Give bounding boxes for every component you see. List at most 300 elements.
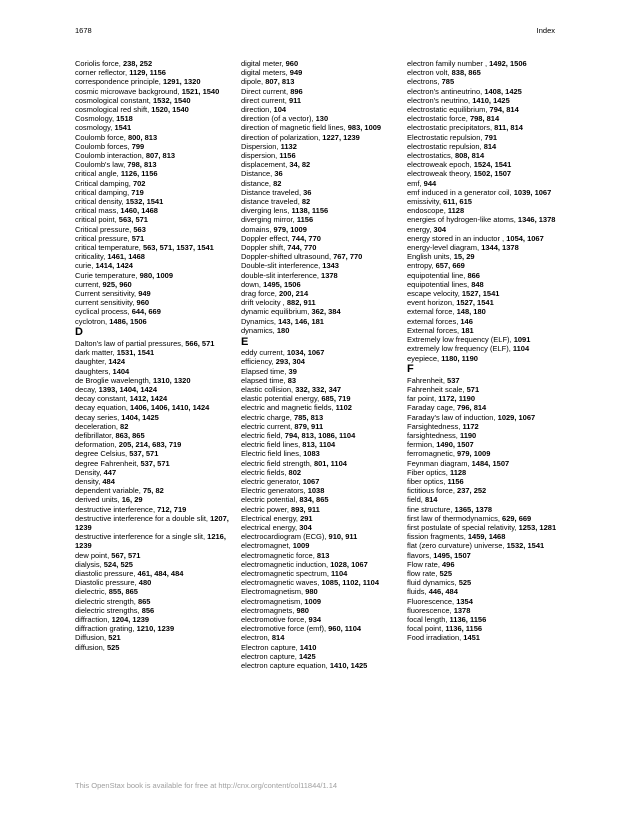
index-entry: [407, 133, 565, 142]
entry-term: dynamics,: [241, 325, 277, 335]
entry-pages: 1091: [513, 335, 531, 345]
entry-term: Electric field lines,: [241, 449, 304, 459]
index-entry: [407, 459, 565, 468]
entry-term: diffraction grating,: [75, 624, 137, 634]
index-entry: [75, 160, 233, 169]
index-entry: [75, 587, 233, 596]
index-entry: [407, 142, 565, 151]
entry-pages: 1365, 1378: [454, 504, 493, 514]
entry-pages: 1039, 1067: [513, 187, 552, 197]
entry-pages: 1527, 1541: [461, 289, 500, 299]
entry-term: entropy,: [407, 261, 436, 271]
entry-term: escape velocity,: [407, 289, 462, 299]
index-entry: [75, 169, 233, 178]
section-letter: F: [407, 363, 414, 376]
index-entry: [75, 551, 233, 560]
entry-pages: 567, 571: [111, 550, 141, 560]
entry-term: derived units,: [75, 495, 122, 505]
entry-pages: 1156: [447, 476, 464, 486]
entry-pages: 1521, 1540: [181, 86, 220, 96]
entry-term: electromagnetic induction,: [241, 559, 331, 569]
entry-term: destructive interference for a single slit,: [75, 532, 208, 542]
entry-pages: 1038: [307, 486, 325, 496]
index-entry: [407, 431, 565, 440]
entry-pages: 563, 571: [118, 215, 148, 225]
entry-term: electron family number ,: [407, 59, 490, 68]
index-entry: [407, 569, 565, 578]
entry-pages: 130: [315, 114, 329, 124]
entry-term: far point,: [407, 394, 439, 404]
entry-pages: 1172: [462, 421, 479, 431]
entry-pages: 1414, 1424: [95, 261, 133, 271]
entry-pages: 146: [460, 316, 473, 326]
entry-term: critical pressure,: [75, 233, 132, 243]
entry-pages: 629, 669: [502, 513, 532, 523]
index-entry: [75, 606, 233, 615]
entry-pages: 447: [103, 467, 117, 477]
entry-pages: 785, 813: [293, 412, 324, 422]
index-entry: [407, 261, 565, 270]
entry-term: de Broglie wavelength,: [75, 375, 153, 385]
entry-pages: 566, 571: [185, 338, 215, 348]
entry-term: electric field lines,: [241, 440, 303, 450]
index-entry: [241, 523, 399, 532]
entry-term: fluids,: [407, 587, 429, 597]
entry-pages: 1009: [292, 541, 310, 551]
entry-term: energy stored in an inductor ,: [407, 233, 507, 243]
entry-pages: 39: [288, 366, 297, 376]
entry-term: Coulomb interaction,: [75, 151, 146, 161]
entry-term: down,: [241, 279, 264, 289]
entry-term: external forces,: [407, 316, 461, 326]
index-entry: [241, 486, 399, 495]
entry-term: drift velocity ,: [241, 298, 287, 308]
entry-pages: 813, 1104: [302, 440, 336, 450]
entry-pages: 834, 865: [299, 495, 329, 505]
index-entry: [407, 385, 565, 394]
entry-pages: 1502, 1507: [473, 169, 512, 179]
entry-term: direction (of a vector),: [241, 114, 316, 124]
index-entry: [241, 643, 399, 652]
entry-term: emf,: [407, 178, 424, 188]
entry-term: eyepiece,: [407, 353, 442, 363]
entry-pages: 1404, 1425: [121, 412, 159, 422]
entry-term: daughters,: [75, 366, 113, 376]
entry-term: electrostatic equilibrium,: [407, 105, 490, 115]
entry-term: electric field,: [241, 430, 285, 440]
entry-pages: 1253, 1281: [518, 522, 557, 532]
index-entry: [241, 394, 399, 403]
index-entry: [407, 354, 565, 363]
index-entry: [407, 307, 565, 316]
entry-pages: 537, 571: [140, 458, 170, 468]
entry-pages: 1054, 1067: [506, 233, 544, 243]
index-entry: [241, 179, 399, 188]
index-entry: [75, 123, 233, 132]
entry-term: Direct current,: [241, 86, 291, 96]
index-entry: [75, 280, 233, 289]
entry-term: first law of thermodynamics,: [407, 513, 503, 523]
index-entry: [75, 367, 233, 376]
index-entry: [407, 96, 565, 105]
index-entry: [407, 440, 565, 449]
index-entry: [241, 87, 399, 96]
index-entry: [75, 385, 233, 394]
entry-pages: 237, 252: [457, 486, 487, 496]
entry-pages: 143, 146, 181: [278, 316, 324, 326]
entry-pages: 36: [274, 169, 283, 179]
entry-term: deceleration,: [75, 421, 121, 431]
entry-pages: 1034, 1067: [286, 348, 325, 358]
index-entry: [75, 615, 233, 624]
index-entry: [407, 215, 565, 224]
index-entry: [75, 560, 233, 569]
entry-pages: 910, 911: [328, 532, 358, 542]
entry-term: electromagnetic spectrum,: [241, 568, 332, 578]
index-entry: [407, 169, 565, 178]
entry-term: electroweak epoch,: [407, 160, 474, 170]
index-entry: [75, 597, 233, 606]
entry-pages: 1310, 1320: [152, 375, 191, 385]
entry-term: critical damping,: [75, 187, 132, 197]
entry-pages: 798, 814: [469, 114, 500, 124]
index-entry: [241, 587, 399, 596]
index-entry: [407, 68, 565, 77]
index-entry: [75, 505, 233, 514]
entry-pages: 104: [273, 105, 287, 115]
entry-pages: 238, 252: [122, 59, 153, 68]
index-entry: [241, 376, 399, 385]
index-entry: [407, 587, 565, 596]
entry-pages: 802: [288, 467, 302, 477]
index-entry: [241, 289, 399, 298]
entry-term: dipole,: [241, 77, 266, 87]
entry-pages: 1451: [463, 633, 480, 643]
entry-pages: 719: [131, 187, 144, 197]
entry-pages: 1486, 1506: [109, 316, 147, 326]
entry-pages: 1156: [279, 151, 296, 161]
entry-pages: 949: [138, 289, 151, 299]
entry-pages: 82: [273, 178, 282, 188]
entry-pages: 960: [136, 298, 150, 308]
index-entry: [241, 243, 399, 252]
index-entry: [75, 569, 233, 578]
index-entry: [75, 514, 233, 532]
entry-pages: 15, 29: [453, 252, 475, 262]
index-entry: [241, 468, 399, 477]
entry-term: domains,: [241, 224, 274, 234]
index-entry: [241, 532, 399, 541]
index-entry: [407, 486, 565, 495]
entry-pages: 563, 571, 1537, 1541: [142, 243, 214, 253]
entry-pages: 814: [483, 141, 497, 151]
entry-term: criticality,: [75, 252, 108, 262]
index-entry: [241, 551, 399, 560]
entry-term: Electric generators,: [241, 486, 308, 496]
entry-pages: 1459, 1468: [467, 532, 506, 542]
entry-pages: 525: [106, 642, 120, 652]
entry-pages: 36: [303, 187, 312, 197]
entry-pages: 1408, 1425: [484, 86, 522, 96]
entry-term: decay series,: [75, 412, 122, 422]
entry-pages: 496: [442, 559, 455, 569]
index-entry: [75, 59, 233, 68]
index-entry: [407, 532, 565, 541]
entry-term: electroweak theory,: [407, 169, 474, 179]
entry-pages: 794, 814: [489, 105, 519, 115]
section-letter: E: [241, 335, 249, 348]
index-entry: [241, 68, 399, 77]
index-entry: [241, 298, 399, 307]
index-entry: [407, 160, 565, 169]
entry-term: cyclotron,: [75, 316, 110, 326]
index-entry: [407, 87, 565, 96]
index-entry: [407, 606, 565, 615]
entry-pages: 16, 29: [121, 495, 143, 505]
index-entry: [241, 188, 399, 197]
entry-pages: 1291, 1320: [162, 77, 201, 87]
entry-term: double-slit interference,: [241, 270, 322, 280]
entry-pages: 1524, 1541: [473, 160, 512, 170]
entry-term: Flow rate,: [407, 559, 443, 569]
entry-term: Fiber optics,: [407, 467, 450, 477]
entry-term: Doppler effect,: [241, 233, 292, 243]
index-entry: [241, 96, 399, 105]
index-entry: [241, 160, 399, 169]
index-entry: [75, 376, 233, 385]
index-entry: [407, 376, 565, 385]
entry-term: event horizon,: [407, 298, 457, 308]
index-entry: [241, 615, 399, 624]
entry-pages: 791: [484, 132, 498, 142]
index-entry: [241, 495, 399, 504]
entry-term: destructive interference,: [75, 504, 158, 514]
entry-term: dielectric strengths,: [75, 605, 142, 615]
index-entry: [75, 252, 233, 261]
index-entry: [241, 449, 399, 458]
entry-term: electric fields,: [241, 467, 289, 477]
entry-pages: 537, 571: [129, 449, 159, 459]
entry-term: electromotive force (emf),: [241, 624, 329, 634]
index-entry: [241, 385, 399, 394]
entry-pages: 1492, 1506: [489, 59, 527, 68]
entry-pages: 611, 615: [443, 197, 472, 207]
entry-pages: 1461, 1468: [107, 252, 145, 262]
index-entry: [241, 197, 399, 206]
index-entry: [407, 495, 565, 504]
entry-pages: 1425: [298, 651, 316, 661]
index-entry: [75, 151, 233, 160]
index-entry: [241, 317, 399, 326]
index-entry: [75, 403, 233, 412]
index-entry: [241, 514, 399, 523]
index-entry: [407, 514, 565, 523]
index-entry: [75, 215, 233, 224]
entry-pages: 1028, 1067: [330, 559, 368, 569]
entry-pages: 525: [458, 578, 472, 588]
entry-term: electrocardiogram (ECG),: [241, 532, 329, 542]
index-entry: [75, 495, 233, 504]
index-entry: [407, 335, 565, 344]
index-entry: [75, 261, 233, 270]
entry-term: direction,: [241, 105, 274, 115]
index-entry: [241, 560, 399, 569]
entry-term: Coulomb force,: [75, 132, 128, 142]
entry-term: current,: [75, 279, 103, 289]
entry-term: Faraday cage,: [407, 403, 458, 413]
index-entry: [241, 348, 399, 357]
index-entry: [407, 326, 565, 335]
index-entry: [407, 449, 565, 458]
entry-term: Distance traveled,: [241, 187, 304, 197]
index-entry: [407, 179, 565, 188]
entry-pages: 521: [108, 633, 121, 643]
entry-pages: 785: [441, 77, 455, 87]
entry-term: fine structure,: [407, 504, 455, 514]
entry-pages: 983, 1009: [347, 123, 382, 133]
entry-pages: 446, 484: [428, 587, 458, 597]
entry-term: field,: [407, 495, 425, 505]
index-entry: [75, 339, 233, 348]
entry-term: electric and magnetic fields,: [241, 403, 336, 413]
entry-pages: 1216, 1239: [75, 532, 226, 551]
index-entry: [241, 569, 399, 578]
index-entry: [241, 123, 399, 132]
entry-pages: 293, 304: [275, 357, 305, 367]
index-entry: [75, 133, 233, 142]
index-entry: [75, 68, 233, 77]
entry-term: Food irradiation,: [407, 633, 464, 643]
entry-term: drag force,: [241, 289, 279, 299]
entry-pages: 1132: [280, 141, 297, 151]
entry-term: Diffusion,: [75, 633, 109, 643]
entry-term: daughter,: [75, 357, 109, 367]
index-entry: [75, 459, 233, 468]
entry-pages: 980, 1009: [139, 270, 173, 280]
entry-term: electromagnetic waves,: [241, 578, 322, 588]
entry-term: electric generator,: [241, 476, 303, 486]
entry-pages: 879, 911: [294, 421, 324, 431]
index-entry: [241, 459, 399, 468]
entry-term: dialysis,: [75, 559, 104, 569]
entry-pages: 807, 813: [145, 151, 176, 161]
entry-term: Density,: [75, 467, 104, 477]
index-entry: [75, 422, 233, 431]
entry-pages: 180: [276, 325, 290, 335]
running-header: Index: [536, 26, 555, 35]
entry-term: energy,: [407, 224, 434, 234]
index-entry: [75, 289, 233, 298]
index-entry: [241, 661, 399, 670]
entry-pages: 1527, 1541: [456, 298, 494, 308]
entry-pages: 525: [439, 568, 453, 578]
entry-term: distance traveled,: [241, 197, 302, 207]
entry-term: electron's antineutrino,: [407, 86, 485, 96]
entry-pages: 1227, 1239: [322, 132, 360, 142]
entry-term: Farsightedness,: [407, 421, 463, 431]
index-entry: [241, 606, 399, 615]
index-column-1: [75, 59, 233, 670]
index-entry: [241, 357, 399, 366]
entry-pages: 1532, 1540: [152, 95, 191, 105]
entry-term: Doppler shift,: [241, 243, 288, 253]
entry-term: dependent variable,: [75, 486, 143, 496]
entry-pages: 304: [433, 224, 447, 234]
entry-pages: 1128: [449, 467, 467, 477]
entry-term: Distance,: [241, 169, 275, 179]
entry-pages: 1029, 1067: [497, 412, 536, 422]
index-entry: [407, 225, 565, 234]
entry-term: fluorescence,: [407, 605, 454, 615]
entry-pages: 893, 911: [291, 504, 320, 514]
entry-pages: 1410, 1425: [329, 661, 368, 670]
index-entry: [241, 77, 399, 86]
index-entry: [241, 624, 399, 633]
entry-term: electrostatic force,: [407, 114, 470, 124]
entry-pages: 808, 814: [454, 151, 485, 161]
entry-pages: 461, 484, 484: [137, 568, 184, 578]
entry-pages: 1083: [303, 449, 320, 459]
entry-pages: 801, 1104: [313, 458, 347, 468]
entry-term: cyclical process,: [75, 307, 132, 317]
index-entry: [241, 142, 399, 151]
index-entry: [407, 344, 565, 353]
entry-pages: 1412, 1424: [129, 394, 168, 404]
index-entry: [407, 298, 565, 307]
entry-pages: 1404: [112, 366, 130, 376]
entry-pages: 814: [424, 495, 438, 505]
entry-term: Elapsed time,: [241, 366, 289, 376]
entry-term: direct current,: [241, 95, 289, 105]
entry-term: deformation,: [75, 440, 119, 450]
index-entry: [241, 307, 399, 316]
entry-pages: 865: [137, 596, 151, 606]
entry-term: degree Fahrenheit,: [75, 458, 141, 468]
entry-pages: 838, 865: [451, 68, 481, 78]
entry-pages: 1520, 1540: [151, 105, 189, 115]
entry-pages: 1104: [331, 568, 348, 578]
entry-term: diffraction,: [75, 614, 112, 624]
entry-pages: 1102: [335, 403, 352, 413]
index-entry: [407, 77, 565, 86]
entry-term: electromagnets,: [241, 605, 297, 615]
index-entry: [75, 348, 233, 357]
entry-term: emissivity,: [407, 197, 444, 207]
entry-term: elastic collision,: [241, 384, 296, 394]
entry-term: destructive interference for a double slit,: [75, 513, 211, 523]
entry-pages: 882, 911: [286, 298, 316, 308]
entry-pages: 181: [461, 325, 474, 335]
entry-term: dark matter,: [75, 348, 117, 358]
index-entry: [407, 633, 565, 642]
index-entry: [407, 468, 565, 477]
entry-term: Double-slit interference,: [241, 261, 323, 271]
entry-pages: 1128: [447, 206, 465, 216]
index-entry: [75, 357, 233, 366]
entry-pages: 1378: [453, 605, 471, 615]
entry-term: electromagnetism,: [241, 596, 305, 606]
entry-pages: 1156: [296, 215, 314, 225]
index-entry: [407, 289, 565, 298]
index-entry: [75, 307, 233, 316]
entry-term: fermion,: [407, 440, 437, 450]
entry-term: electric field strength,: [241, 458, 314, 468]
entry-pages: 944: [423, 178, 437, 188]
entry-term: corner reflector,: [75, 68, 130, 78]
entry-term: direction of magnetic field lines,: [241, 123, 348, 133]
entry-term: ferromagnetic,: [407, 449, 458, 459]
index-entry: [75, 179, 233, 188]
